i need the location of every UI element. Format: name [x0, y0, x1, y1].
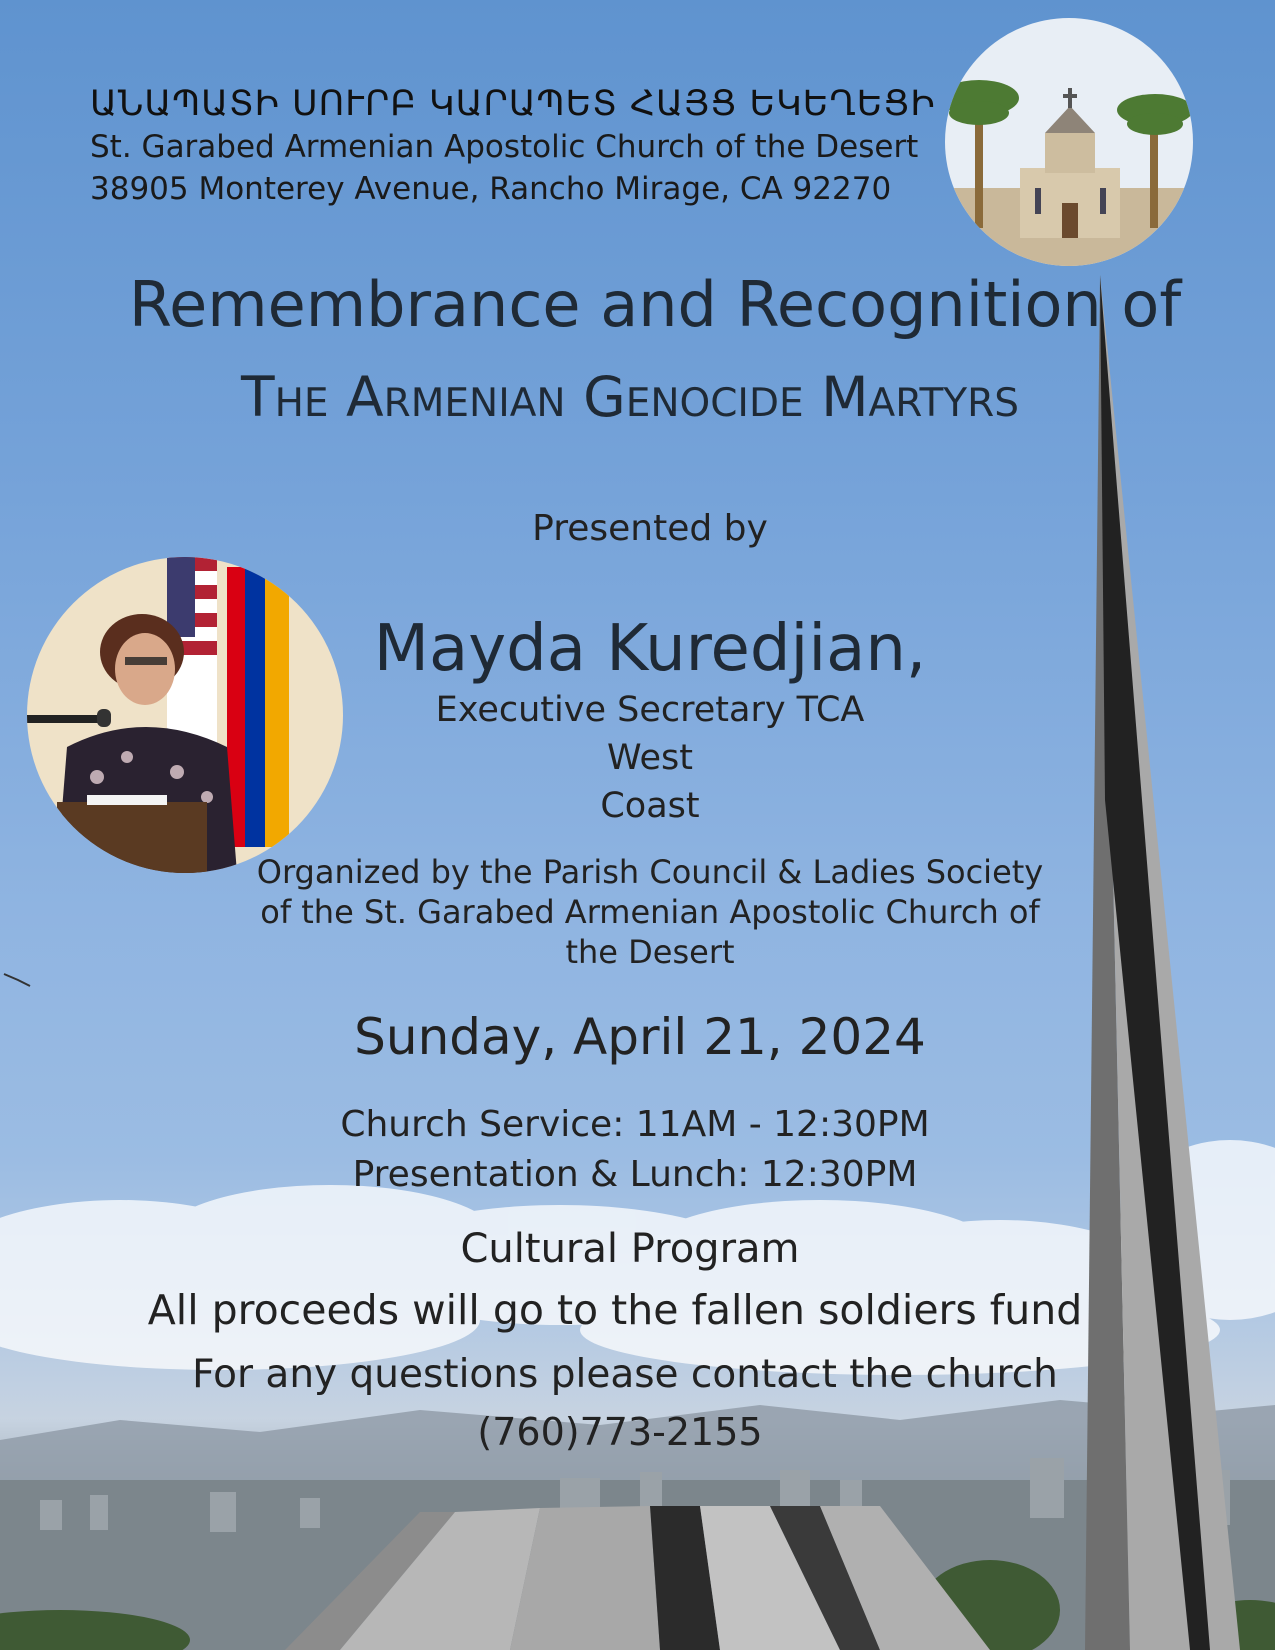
speaker-role [390, 686, 910, 830]
speaker-role-line2: Coast [600, 786, 700, 826]
organizer-line3: the Desert [565, 933, 735, 971]
presentation-lunch-time: Presentation & Lunch: 12:30PM [352, 1154, 918, 1195]
church-photo [945, 18, 1193, 266]
bird-icon [4, 974, 30, 986]
event-date: Sunday, April 21, 2024 [354, 1008, 926, 1066]
contact-note: For any questions please contact the church [192, 1352, 1058, 1397]
church-english-name: St. Garabed Armenian Apostolic Church of the Desert [90, 129, 919, 165]
organizer-line2: of the St. Garabed Armenian Apostolic Church of [260, 893, 1040, 931]
organizer-note [255, 852, 1045, 972]
speaker-role-line1: Executive Secretary TCA West [435, 690, 865, 778]
church-address: 38905 Monterey Avenue, Rancho Mirage, CA 92270 [90, 171, 892, 207]
speaker-name: Mayda Kuredjian, [373, 612, 927, 686]
event-title-line2: The Armenian Genocide Martyrs [241, 365, 1019, 429]
event-title-line1: Remembrance and Recognition of [128, 268, 1182, 341]
church-service-time: Church Service: 11AM - 12:30PM [340, 1104, 930, 1145]
church-armenian-name: ԱՆԱՊԱՏԻ ՍՈՒՐԲ ԿԱՐԱՊԵՏ ՀԱՅՑ ԵԿԵՂԵՑԻ [90, 84, 936, 124]
contact-phone[interactable]: (760)773-2155 [477, 1410, 763, 1454]
organizer-line1: Organized by the Parish Council & Ladies Society [256, 853, 1044, 891]
cultural-program: Cultural Program [460, 1226, 800, 1272]
church-header [90, 82, 936, 210]
proceeds-note: All proceeds will go to the fallen soldiers fund [147, 1286, 1083, 1334]
speaker-portrait [27, 557, 343, 873]
presented-by-label: Presented by [532, 508, 768, 549]
memorial-spire [1085, 275, 1240, 1650]
armenian-flag-icon [227, 567, 289, 847]
event-schedule [290, 1100, 980, 1200]
